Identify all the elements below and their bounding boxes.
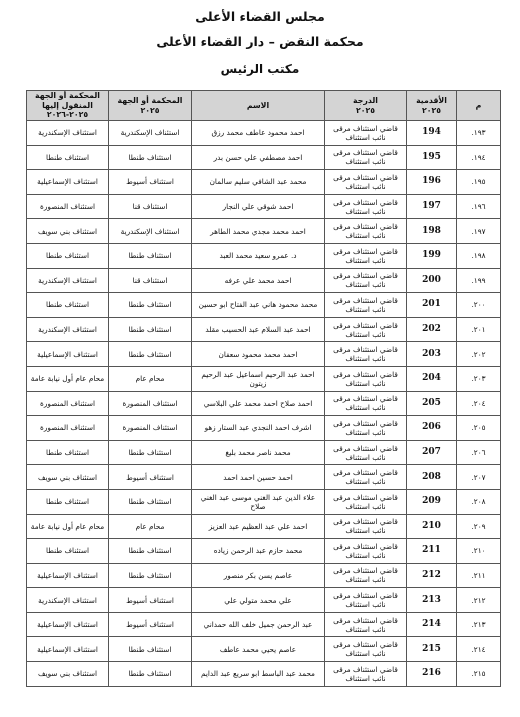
column-header-seq: م: [457, 91, 501, 121]
cell-seq: ٢٠٨.: [457, 489, 501, 514]
cell-name: محمد ناصر محمد بليغ: [192, 440, 325, 465]
cell-name: محمد عبد الباسط ابو سريع عبد الدايم: [192, 662, 325, 687]
cell-seq: ١٩٩.: [457, 268, 501, 293]
cell-court: استئناف طنطا: [109, 539, 192, 564]
cell-court: استئناف أسيوط: [109, 612, 192, 637]
cell-grade: قاضي استئناف مرقى نائب استئناف: [325, 489, 407, 514]
cell-court: محام عام: [109, 514, 192, 539]
cell-seq: ٢٠٦.: [457, 440, 501, 465]
cell-seq: ٢١٢.: [457, 588, 501, 613]
table-header-row: [27, 91, 501, 121]
cell-grade: قاضي استئناف مرقى نائب استئناف: [325, 170, 407, 195]
cell-transfer: استئناف الإسماعيلية: [27, 637, 109, 662]
cell-court: محام عام: [109, 366, 192, 391]
cell-court: استئناف طنطا: [109, 145, 192, 170]
cell-grade: قاضي استئناف مرقى نائب استئناف: [325, 268, 407, 293]
cell-court: استئناف طنطا: [109, 489, 192, 514]
cell-transfer: استئناف طنطا: [27, 539, 109, 564]
column-header-court: المحكمة أو الجهة ٢٠٢٥: [109, 91, 192, 121]
cell-name: عاصم يحيي محمد عاطف: [192, 637, 325, 662]
cell-court: استئناف قنا: [109, 194, 192, 219]
table-row: [27, 539, 501, 564]
cell-seniority: 213: [407, 588, 457, 613]
cell-grade: قاضي استئناف مرقى نائب استئناف: [325, 637, 407, 662]
cell-transfer: استئناف طنطا: [27, 243, 109, 268]
cell-seq: ٢١١.: [457, 563, 501, 588]
cell-court: استئناف طنطا: [109, 243, 192, 268]
cell-seniority: 214: [407, 612, 457, 637]
table-row: [27, 637, 501, 662]
column-header-transfer: المحكمة أو الجهة المنقول إليها ٢٠٢٥-٢٠٢٦: [27, 91, 109, 121]
cell-seniority: 209: [407, 489, 457, 514]
cell-name: محمد عبد الشافي سليم سالمان: [192, 170, 325, 195]
cell-seniority: 207: [407, 440, 457, 465]
council-title: مجلس القضاء الأعلى: [195, 9, 325, 24]
cell-seq: ٢٠٩.: [457, 514, 501, 539]
cell-transfer: استئناف طنطا: [27, 489, 109, 514]
cell-grade: قاضي استئناف مرقى نائب استئناف: [325, 514, 407, 539]
cell-name: اشرف احمد النجدي عبد الستار زهو: [192, 416, 325, 441]
judges-table: [26, 90, 501, 687]
cell-grade: قاضي استئناف مرقى نائب استئناف: [325, 293, 407, 318]
cell-seq: ١٩٤.: [457, 145, 501, 170]
cell-grade: قاضي استئناف مرقى نائب استئناف: [325, 391, 407, 416]
cell-seq: ٢٠٤.: [457, 391, 501, 416]
cell-seniority: 204: [407, 366, 457, 391]
cell-seniority: 200: [407, 268, 457, 293]
table-row: [27, 243, 501, 268]
cell-seniority: 208: [407, 465, 457, 490]
cell-seniority: 216: [407, 662, 457, 687]
cell-court: استئناف المنصورة: [109, 391, 192, 416]
column-header-grade: الدرجة ٢٠٢٥: [325, 91, 407, 121]
cell-seniority: 205: [407, 391, 457, 416]
cell-seq: ٢١٤.: [457, 637, 501, 662]
cell-seniority: 194: [407, 121, 457, 146]
cell-transfer: استئناف الإسكندرية: [27, 588, 109, 613]
cell-grade: قاضي استئناف مرقى نائب استئناف: [325, 662, 407, 687]
cell-transfer: استئناف بني سويف: [27, 662, 109, 687]
cell-name: احمد محمد مجدي محمد الطاهر: [192, 219, 325, 244]
cell-court: استئناف طنطا: [109, 317, 192, 342]
table-row: [27, 342, 501, 367]
cell-court: استئناف أسيوط: [109, 588, 192, 613]
cell-grade: قاضي استئناف مرقى نائب استئناف: [325, 588, 407, 613]
cell-grade: قاضي استئناف مرقى نائب استئناف: [325, 145, 407, 170]
table-row: [27, 662, 501, 687]
cell-transfer: استئناف طنطا: [27, 293, 109, 318]
table-row: [27, 145, 501, 170]
table-row: [27, 194, 501, 219]
cell-seq: ٢٠٣.: [457, 366, 501, 391]
cell-grade: قاضي استئناف مرقى نائب استئناف: [325, 440, 407, 465]
cell-seniority: 201: [407, 293, 457, 318]
judges-table-wrapper: [26, 90, 500, 687]
cell-seq: ٢٠٠.: [457, 293, 501, 318]
cell-seniority: 210: [407, 514, 457, 539]
cell-name: علاء الدين عبد الغني موسى عبد الغني صلاح: [192, 489, 325, 514]
cell-grade: قاضي استئناف مرقى نائب استئناف: [325, 465, 407, 490]
cell-grade: قاضي استئناف مرقى نائب استئناف: [325, 219, 407, 244]
cell-transfer: محام عام أول نيابة عامة: [27, 514, 109, 539]
office-title: مكتب الرئيس: [220, 62, 300, 76]
cell-court: استئناف طنطا: [109, 563, 192, 588]
cell-court: استئناف طنطا: [109, 637, 192, 662]
cell-seniority: 211: [407, 539, 457, 564]
cell-transfer: استئناف بني سويف: [27, 219, 109, 244]
cell-transfer: استئناف الإسكندرية: [27, 268, 109, 293]
cell-court: استئناف طنطا: [109, 662, 192, 687]
cell-transfer: استئناف طنطا: [27, 440, 109, 465]
cell-name: احمد محمد محمود سعفان: [192, 342, 325, 367]
cell-court: استئناف أسيوط: [109, 465, 192, 490]
table-row: [27, 317, 501, 342]
table-row: [27, 563, 501, 588]
cell-grade: قاضي استئناف مرقى نائب استئناف: [325, 612, 407, 637]
cell-court: استئناف المنصورة: [109, 416, 192, 441]
cell-court: استئناف طنطا: [109, 440, 192, 465]
cell-name: احمد عبد الرحيم اسماعيل عبد الرحيم زيتون: [192, 366, 325, 391]
cell-grade: قاضي استئناف مرقى نائب استئناف: [325, 416, 407, 441]
cell-court: استئناف طنطا: [109, 293, 192, 318]
cell-grade: قاضي استئناف مرقى نائب استئناف: [325, 194, 407, 219]
cell-seq: ٢١٣.: [457, 612, 501, 637]
cell-seq: ٢٠١.: [457, 317, 501, 342]
cell-transfer: استئناف الإسماعيلية: [27, 342, 109, 367]
cell-name: احمد محمود عاطف محمد رزق: [192, 121, 325, 146]
cell-name: عبد الرحمن جميل خلف الله حمداني: [192, 612, 325, 637]
table-row: [27, 416, 501, 441]
cell-name: احمد مصطفي علي حسن بدر: [192, 145, 325, 170]
cell-court: استئناف الإسكندرية: [109, 219, 192, 244]
cell-name: محمد حازم عبد الرحمن زياده: [192, 539, 325, 564]
cell-seniority: 198: [407, 219, 457, 244]
cell-transfer: استئناف المنصورة: [27, 194, 109, 219]
cell-seniority: 212: [407, 563, 457, 588]
table-row: [27, 489, 501, 514]
cell-grade: قاضي استئناف مرقى نائب استئناف: [325, 121, 407, 146]
cell-seniority: 197: [407, 194, 457, 219]
table-row: [27, 612, 501, 637]
cell-seniority: 202: [407, 317, 457, 342]
cell-name: احمد محمد علي عرفه: [192, 268, 325, 293]
cell-name: محمد محمود هاني عبد الفتاح ابو حسين: [192, 293, 325, 318]
table-row: [27, 440, 501, 465]
cell-transfer: استئناف الإسماعيلية: [27, 612, 109, 637]
cell-seniority: 215: [407, 637, 457, 662]
table-row: [27, 391, 501, 416]
cell-seq: ١٩٧.: [457, 219, 501, 244]
cell-name: احمد علي عبد العظيم عبد العزيز: [192, 514, 325, 539]
column-header-seniority: الأقدمية ٢٠٢٥: [407, 91, 457, 121]
cell-transfer: محام عام أول نيابة عامة: [27, 366, 109, 391]
cell-seq: ١٩٦.: [457, 194, 501, 219]
cell-transfer: استئناف المنصورة: [27, 416, 109, 441]
cell-seniority: 206: [407, 416, 457, 441]
table-row: [27, 219, 501, 244]
cell-grade: قاضي استئناف مرقى نائب استئناف: [325, 563, 407, 588]
cell-court: استئناف أسيوط: [109, 170, 192, 195]
cell-name: احمد شوقي علي النجار: [192, 194, 325, 219]
cell-grade: قاضي استئناف مرقى نائب استئناف: [325, 317, 407, 342]
cell-name: احمد صلاح احمد محمد علي البلاسي: [192, 391, 325, 416]
table-row: [27, 121, 501, 146]
table-row: [27, 268, 501, 293]
cell-name: احمد حسين احمد احمد: [192, 465, 325, 490]
cell-seq: ١٩٥.: [457, 170, 501, 195]
cell-name: د. عمرو سعيد محمد العبد: [192, 243, 325, 268]
cell-transfer: استئناف بني سويف: [27, 465, 109, 490]
cell-seq: ٢٠٢.: [457, 342, 501, 367]
cell-seq: ١٩٣.: [457, 121, 501, 146]
cell-transfer: استئناف الإسماعيلية: [27, 170, 109, 195]
cell-transfer: استئناف المنصورة: [27, 391, 109, 416]
court-title: محكمة النقض – دار القضاء الأعلى: [156, 34, 364, 49]
cell-court: استئناف طنطا: [109, 342, 192, 367]
table-row: [27, 366, 501, 391]
cell-seq: ٢٠٧.: [457, 465, 501, 490]
cell-transfer: استئناف الإسماعيلية: [27, 563, 109, 588]
cell-seniority: 203: [407, 342, 457, 367]
table-row: [27, 293, 501, 318]
table-row: [27, 465, 501, 490]
cell-transfer: استئناف طنطا: [27, 145, 109, 170]
table-row: [27, 588, 501, 613]
table-row: [27, 514, 501, 539]
cell-name: احمد عبد السلام عبد الحسيب مقلد: [192, 317, 325, 342]
cell-transfer: استئناف الإسكندرية: [27, 317, 109, 342]
cell-seq: ٢١٠.: [457, 539, 501, 564]
cell-grade: قاضي استئناف مرقى نائب استئناف: [325, 366, 407, 391]
cell-seq: ٢٠٥.: [457, 416, 501, 441]
cell-transfer: استئناف الإسكندرية: [27, 121, 109, 146]
cell-seq: ٢١٥.: [457, 662, 501, 687]
cell-seniority: 199: [407, 243, 457, 268]
cell-seniority: 196: [407, 170, 457, 195]
cell-grade: قاضي استئناف مرقى نائب استئناف: [325, 243, 407, 268]
column-header-name: الاسم: [192, 91, 325, 121]
table-row: [27, 170, 501, 195]
cell-name: علي محمد متولي علي: [192, 588, 325, 613]
cell-grade: قاضي استئناف مرقى نائب استئناف: [325, 539, 407, 564]
cell-seniority: 195: [407, 145, 457, 170]
cell-court: استئناف قنا: [109, 268, 192, 293]
cell-court: استئناف الإسكندرية: [109, 121, 192, 146]
cell-name: عاصم يسن بكر منصور: [192, 563, 325, 588]
cell-grade: قاضي استئناف مرقى نائب استئناف: [325, 342, 407, 367]
cell-seq: ١٩٨.: [457, 243, 501, 268]
